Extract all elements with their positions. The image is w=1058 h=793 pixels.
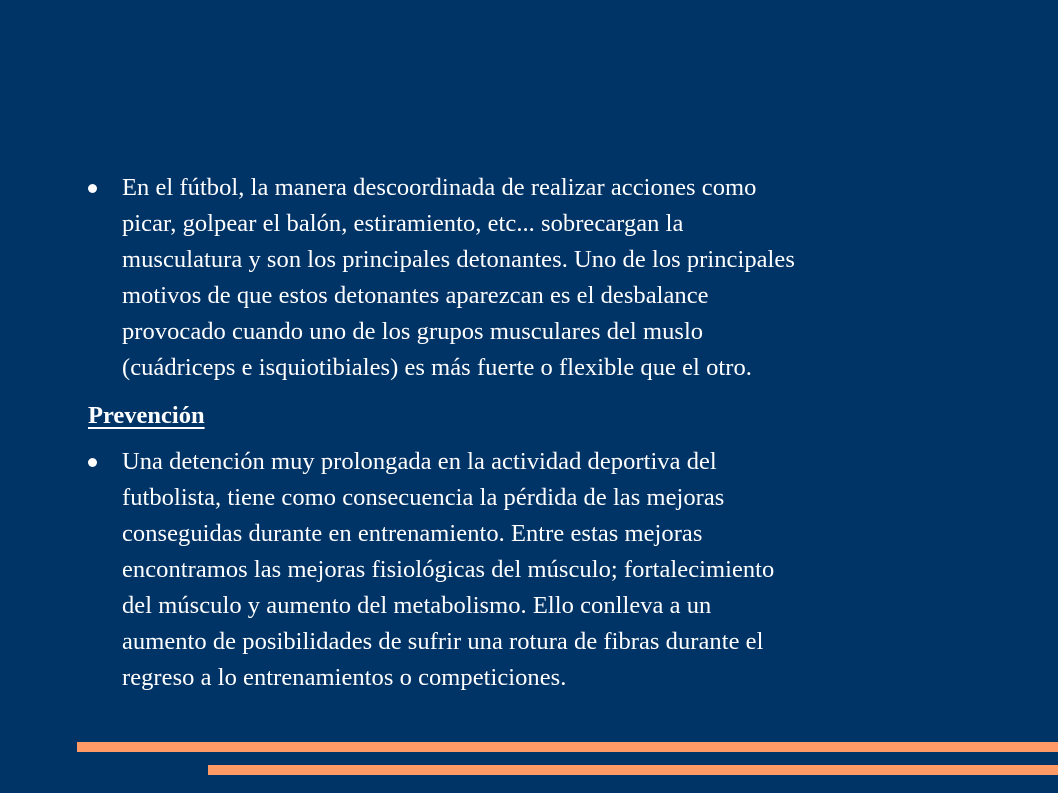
section-heading-prevention: Prevención	[88, 402, 205, 429]
decorative-bar-bottom	[208, 765, 1058, 775]
slide-content	[88, 170, 988, 696]
bullet-item-prevention	[88, 444, 988, 696]
bullet-dot-icon	[88, 458, 97, 467]
bullet-item-causes	[88, 170, 988, 386]
bullet-text-causes: En el fútbol, la manera descoordinada de realizar acciones como picar, golpear el balón, estiramiento, etc... sobrecargan la musculatura y son los principales detonantes. Uno de los principales motivos de que estos detonantes aparezcan es el desbalance provocado cuando uno de los grupos musculares del muslo (cuádriceps e isquiotibiales) es más fuerte o flexible que el otro.	[122, 174, 795, 381]
bullet-dot-icon	[88, 184, 97, 193]
bullet-text-prevention: Una detención muy prolongada en la actividad deportiva del futbolista, tiene como consecuencia la pérdida de las mejoras conseguidas durante en entrenamiento. Entre estas mejoras encontramos las mejoras fisiológicas del músculo; fortalecimiento del músculo y aumento del metabolismo. Ello conlleva a un aumento de posibilidades de sufrir una rotura de fibras durante el regreso a lo entrenamientos o competiciones.	[122, 448, 775, 691]
decorative-bar-top	[77, 742, 1058, 752]
